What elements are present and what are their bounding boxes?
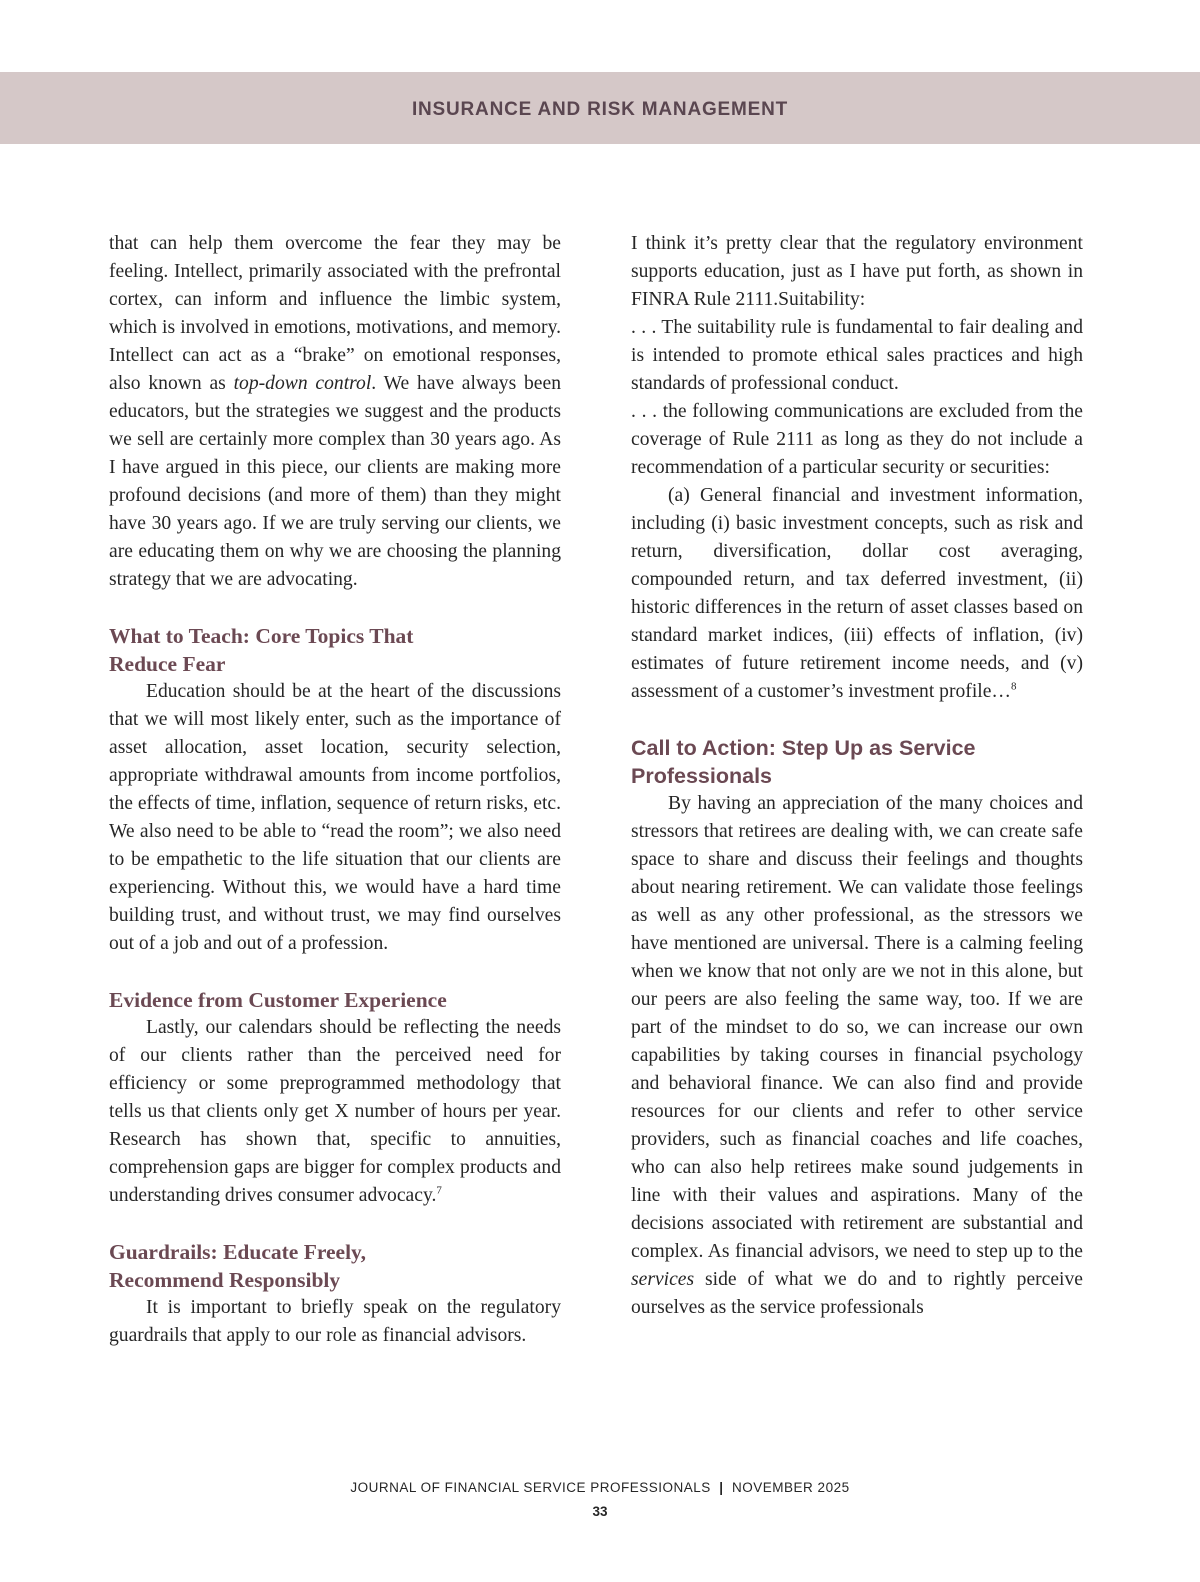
footnote-ref: 8: [1011, 680, 1017, 693]
emphasis: top-down control: [233, 373, 372, 394]
footer-separator: |: [719, 1480, 724, 1495]
section-title: INSURANCE AND RISK MANAGEMENT: [411, 99, 789, 120]
page-footer: [0, 1480, 1200, 1495]
section-heading-what-to-teach: What to Teach: Core Topics That Reduce Fear: [109, 624, 414, 676]
issue-date: NOVEMBER 2025: [732, 1480, 850, 1495]
paragraph: It is important to briefly speak on the regulatory guardrails that apply to our role as financial advisors.: [109, 1297, 561, 1346]
block-quote: (a) General financial and investment information, including (i) basic investment concepts, such as risk and return, diversification, dollar cost averaging, compounded return, and tax deferred investment, (ii) historic differences in the return of asset classes based on standard market indices, (iii) effects of inflation, (iv) estimates of future retirement income needs, and (v) assessment of a customer’s investment profile…$^8$: [631, 485, 1083, 702]
paragraph: I think it’s pretty clear that the regulatory environment supports education, just as I have put forth, as shown in FINRA Rule 2111.Suitability:: [631, 233, 1083, 310]
right-column: [631, 230, 1083, 1322]
block-quote: . . . The suitability rule is fundamental to fair dealing and is intended to promote ethical sales practices and high standards of professional conduct.: [631, 317, 1083, 394]
emphasis: services: [631, 1269, 695, 1290]
paragraph: Lastly, our calendars should be reflecting the needs of our clients rather than the perceived need for efficiency or some preprogrammed methodology that tells us that clients only get X number of hours per year. Research has shown that, specific to annuities, comprehension gaps are bigger for complex products and understanding drives consumer advocacy.$^7$: [109, 1017, 561, 1206]
paragraph: that can help them overcome the fear they may be feeling. Intellect, primarily associated with the prefrontal cortex, can inform and influence the limbic system, which is involved in emotions, motivations, and memory. Intellect can act as a “brake” on emotional responses, also known as top-down control. We have always been educators, but the strategies we suggest and the products we sell are certainly more complex than 30 years ago. As I have argued in this piece, our clients are making more profound decisions (and more of them) than they might have 30 years ago. If we are truly serving our clients, we are educating them on why we are choosing the planning strategy that we are advocating.: [109, 233, 561, 590]
section-heading-guardrails: Guardrails: Educate Freely, Recommend Responsibly: [109, 1240, 366, 1292]
paragraph: Education should be at the heart of the discussions that we will most likely enter, such as the importance of asset allocation, asset location, security selection, appropriate withdrawal amounts from income portfolios, the effects of time, inflation, sequence of return risks, etc. We also need to be able to “read the room”; we also need to be empathetic to the life situation that our clients are experiencing. Without this, we would have a hard time building trust, and without trust, we may find ourselves out of a job and out of a profession.: [109, 681, 561, 954]
section-heading-evidence: Evidence from Customer Experience: [109, 988, 447, 1012]
left-column: [109, 230, 561, 1350]
paragraph: By having an appreciation of the many choices and stressors that retirees are dealing with, we can create safe space to share and discuss their feelings and thoughts about nearing retirement. We can validate those feelings as well as any other professional, as the stressors we have mentioned are universal. There is a calming feeling when we know that not only are we not in this alone, but our peers are also feeling the same way, too. If we are part of the mindset to do so, we can increase our own capabilities by taking courses in financial psychology and behavioral finance. We can also find and provide resources for our clients and refer to other service providers, such as financial coaches and life coaches, who can also help retirees make sound judgements in line with their values and aspirations. Many of the decisions associated with retirement are substantial and complex. As financial advisors, we need to step up to the services side of what we do and to rightly perceive ourselves as the service professionals: [631, 793, 1083, 1318]
block-quote: . . . the following communications are excluded from the coverage of Rule 2111 as long as they do not include a recommendation of a particular security or securities:: [631, 401, 1083, 478]
page-number: 33: [592, 1504, 608, 1519]
journal-name: JOURNAL OF FINANCIAL SERVICE PROFESSIONALS: [350, 1480, 711, 1495]
footnote-ref: 7: [436, 1184, 442, 1197]
section-heading-call-to-action: Call to Action: Step Up as Service Professionals: [631, 736, 976, 788]
